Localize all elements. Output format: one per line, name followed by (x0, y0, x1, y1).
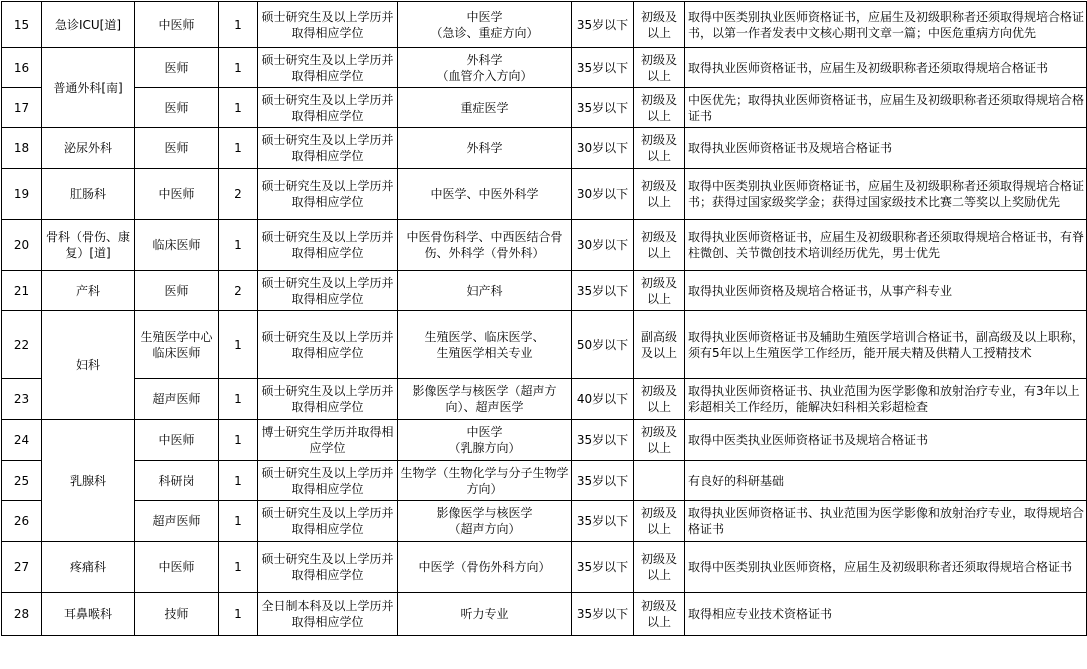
education: 硕士研究生及以上学历并取得相应学位 (258, 128, 398, 169)
position-line: 生殖医学中心 临床医师 (140, 329, 213, 360)
department: 疼痛科 (42, 542, 135, 593)
major: 生物学（生物化学与分子生物学方向） (398, 461, 572, 501)
major (398, 2, 572, 48)
major (398, 501, 572, 542)
other-requirements: 取得执业医师资格证书及规培合格证书 (685, 128, 1087, 169)
table-row (2, 2, 1087, 48)
age-limit: 30岁以下 (572, 220, 634, 271)
position: 医师 (135, 271, 219, 311)
row-number: 25 (2, 461, 42, 501)
recruitment-table (1, 1, 1087, 636)
education: 硕士研究生及以上学历并取得相应学位 (258, 542, 398, 593)
table-row (2, 169, 1087, 220)
other-requirements: 取得中医类别执业医师资格证书，应届生及初级职称者还须取得规培合格证书，以第一作者发表中文核心期刊文章一篇；中医危重病方向优先 (685, 2, 1087, 48)
headcount: 1 (219, 48, 258, 88)
row-number: 17 (2, 88, 42, 128)
position: 中医师 (135, 542, 219, 593)
department: 普通外科[南] (42, 48, 135, 128)
headcount: 1 (219, 88, 258, 128)
table-row (2, 542, 1087, 593)
major: 中医骨伤科学、中西医结合骨伤、外科学（骨外科） (398, 220, 572, 271)
education: 硕士研究生及以上学历并取得相应学位 (258, 311, 398, 379)
age-limit: 40岁以下 (572, 379, 634, 420)
table-row (2, 311, 1087, 379)
position: 临床医师 (135, 220, 219, 271)
major (398, 48, 572, 88)
education: 硕士研究生及以上学历并取得相应学位 (258, 379, 398, 420)
table-row (2, 501, 1087, 542)
age-limit: 35岁以下 (572, 88, 634, 128)
row-number: 20 (2, 220, 42, 271)
row-number: 24 (2, 420, 42, 461)
other-requirements: 取得中医类别执业医师资格，应届生及初级职称者还须取得规培合格证书 (685, 542, 1087, 593)
education: 硕士研究生及以上学历并取得相应学位 (258, 461, 398, 501)
age-limit: 35岁以下 (572, 461, 634, 501)
headcount: 1 (219, 128, 258, 169)
title-requirement: 初级及以上 (634, 542, 685, 593)
table-row (2, 271, 1087, 311)
position: 中医师 (135, 2, 219, 48)
education: 硕士研究生及以上学历并取得相应学位 (258, 169, 398, 220)
age-limit: 35岁以下 (572, 420, 634, 461)
other-requirements: 取得执业医师资格及规培合格证书，从事产科专业 (685, 271, 1087, 311)
education: 硕士研究生及以上学历并取得相应学位 (258, 220, 398, 271)
education: 硕士研究生及以上学历并取得相应学位 (258, 88, 398, 128)
other-requirements: 取得执业医师资格证书、执业范围为医学影像和放射治疗专业，有3年以上彩超相关工作经历，能解决妇科相关彩超检查 (685, 379, 1087, 420)
department: 乳腺科 (42, 420, 135, 542)
row-number: 22 (2, 311, 42, 379)
position (135, 311, 219, 379)
major: 影像医学与核医学（超声方向）、超声医学 (398, 379, 572, 420)
row-number: 23 (2, 379, 42, 420)
age-limit: 30岁以下 (572, 128, 634, 169)
headcount: 1 (219, 420, 258, 461)
department: 泌尿外科 (42, 128, 135, 169)
row-number: 15 (2, 2, 42, 48)
other-requirements: 有良好的科研基础 (685, 461, 1087, 501)
other-requirements: 取得执业医师资格证书、执业范围为医学影像和放射治疗专业，取得规培合格证书 (685, 501, 1087, 542)
other-requirements: 取得执业医师资格证书及辅助生殖医学培训合格证书，副高级及以上职称，须有5年以上生殖医学工作经历，能开展夫精及供精人工授精技术 (685, 311, 1087, 379)
headcount: 2 (219, 271, 258, 311)
title-requirement: 初级及以上 (634, 48, 685, 88)
age-limit: 50岁以下 (572, 311, 634, 379)
title-requirement: 初级及以上 (634, 271, 685, 311)
education: 硕士研究生及以上学历并取得相应学位 (258, 501, 398, 542)
title-requirement: 初级及以上 (634, 501, 685, 542)
education: 硕士研究生及以上学历并取得相应学位 (258, 48, 398, 88)
table-row (2, 220, 1087, 271)
age-limit: 35岁以下 (572, 593, 634, 636)
other-requirements: 取得相应专业技术资格证书 (685, 593, 1087, 636)
headcount: 1 (219, 542, 258, 593)
row-number: 28 (2, 593, 42, 636)
major-line: 生殖医学、临床医学、 生殖医学相关专业 (424, 329, 545, 360)
major: 中医学（骨伤外科方向） (398, 542, 572, 593)
department: 骨科（骨伤、康复）[道] (42, 220, 135, 271)
department: 急诊ICU[道] (42, 2, 135, 48)
age-limit: 35岁以下 (572, 2, 634, 48)
title-requirement: 初级及以上 (634, 379, 685, 420)
age-limit: 30岁以下 (572, 169, 634, 220)
other-requirements: 取得中医类别执业医师资格证书，应届生及初级职称者还须取得规培合格证书；获得过国家级奖学金；获得过国家级技术比赛二等奖以上奖励优先 (685, 169, 1087, 220)
position: 超声医师 (135, 501, 219, 542)
major: 外科学 (398, 128, 572, 169)
major: 听力专业 (398, 593, 572, 636)
row-number: 21 (2, 271, 42, 311)
age-limit: 35岁以下 (572, 501, 634, 542)
title-requirement: 初级及以上 (634, 420, 685, 461)
major-line: 外科学 （血管介入方向） (436, 52, 533, 83)
position: 医师 (135, 128, 219, 169)
other-requirements: 取得执业医师资格证书，应届生及初级职称者还须取得规培合格证书 (685, 48, 1087, 88)
position: 技师 (135, 593, 219, 636)
position: 中医师 (135, 420, 219, 461)
table-row (2, 48, 1087, 88)
department: 耳鼻喉科 (42, 593, 135, 636)
headcount: 1 (219, 379, 258, 420)
major (398, 311, 572, 379)
department: 肛肠科 (42, 169, 135, 220)
title-requirement: 副高级及以上 (634, 311, 685, 379)
title-requirement: 初级及以上 (634, 593, 685, 636)
table-row (2, 461, 1087, 501)
title-requirement: 初级及以上 (634, 2, 685, 48)
major: 重症医学 (398, 88, 572, 128)
position: 科研岗 (135, 461, 219, 501)
table-row (2, 379, 1087, 420)
row-number: 18 (2, 128, 42, 169)
row-number: 16 (2, 48, 42, 88)
headcount: 1 (219, 501, 258, 542)
row-number: 27 (2, 542, 42, 593)
title-requirement: 初级及以上 (634, 128, 685, 169)
table-row (2, 420, 1087, 461)
title-requirement: 初级及以上 (634, 220, 685, 271)
department: 妇科 (42, 311, 135, 420)
other-requirements: 取得中医类执业医师资格证书及规培合格证书 (685, 420, 1087, 461)
headcount: 2 (219, 169, 258, 220)
other-requirements: 中医优先；取得执业医师资格证书，应届生及初级职称者还须取得规培合格证书 (685, 88, 1087, 128)
position: 医师 (135, 48, 219, 88)
education: 博士研究生学历并取得相应学位 (258, 420, 398, 461)
table-row (2, 128, 1087, 169)
education: 全日制本科及以上学历并取得相应学位 (258, 593, 398, 636)
row-number: 19 (2, 169, 42, 220)
department: 产科 (42, 271, 135, 311)
major: 妇产科 (398, 271, 572, 311)
title-requirement (634, 461, 685, 501)
age-limit: 35岁以下 (572, 271, 634, 311)
major-line: 影像医学与核医学 （超声方向） (436, 506, 533, 536)
row-number: 26 (2, 501, 42, 542)
education: 硕士研究生及以上学历并取得相应学位 (258, 2, 398, 48)
headcount: 1 (219, 311, 258, 379)
title-requirement: 初级及以上 (634, 169, 685, 220)
education: 硕士研究生及以上学历并取得相应学位 (258, 271, 398, 311)
headcount: 1 (219, 2, 258, 48)
major: 中医学、中医外科学 (398, 169, 572, 220)
position: 中医师 (135, 169, 219, 220)
headcount: 1 (219, 220, 258, 271)
position: 医师 (135, 88, 219, 128)
headcount: 1 (219, 593, 258, 636)
table-row (2, 593, 1087, 636)
age-limit: 35岁以下 (572, 48, 634, 88)
major-line: 中医学 （乳腺方向） (448, 425, 521, 455)
position: 超声医师 (135, 379, 219, 420)
table-row (2, 88, 1087, 128)
major (398, 420, 572, 461)
headcount: 1 (219, 461, 258, 501)
age-limit: 35岁以下 (572, 542, 634, 593)
major-line: 中医学 （急诊、重症方向） (430, 9, 539, 40)
title-requirement: 初级及以上 (634, 88, 685, 128)
other-requirements: 取得执业医师资格证书，应届生及初级职称者还须取得规培合格证书，有脊柱微创、关节微创技术培训经历优先，男士优先 (685, 220, 1087, 271)
